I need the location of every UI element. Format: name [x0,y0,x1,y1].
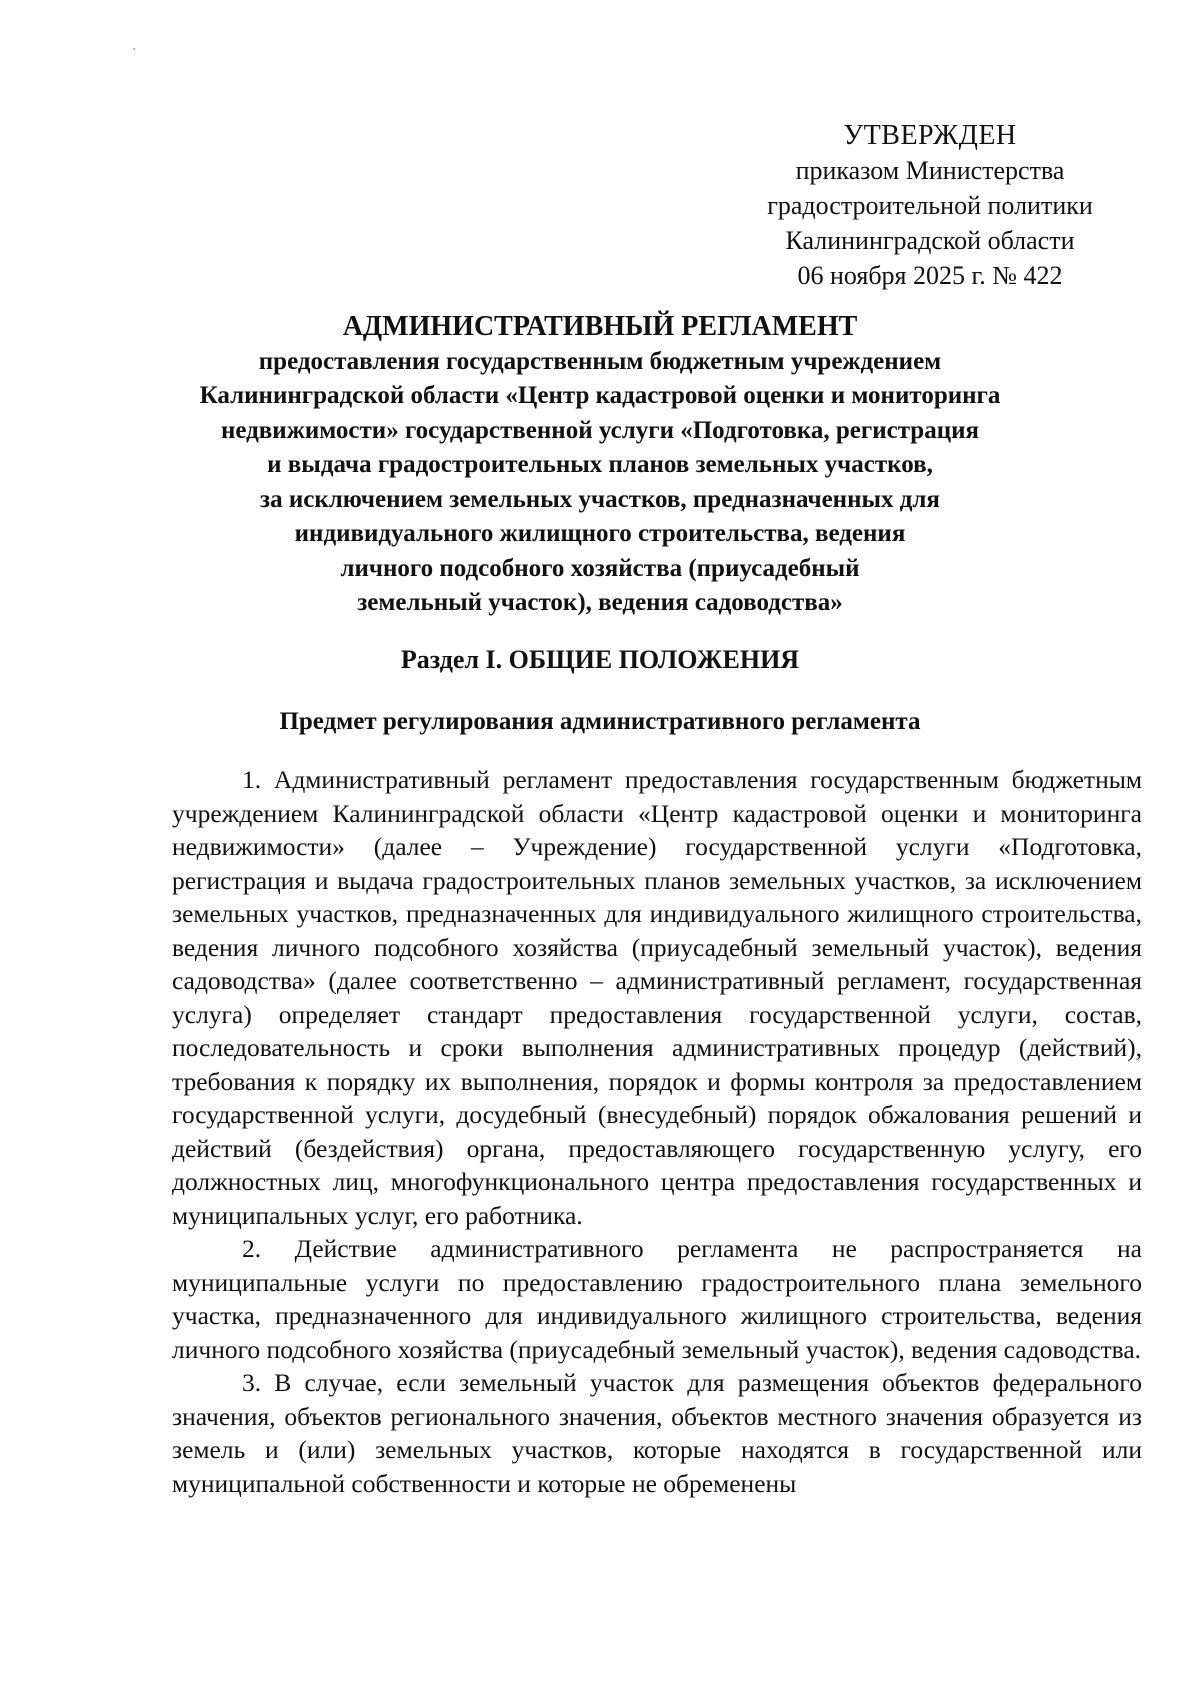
approval-line: Калининградской области [785,226,1075,255]
document-title [160,310,1040,621]
paragraph-3: 3. В случае, если земельный участок для размещения объектов федерального значения, объектов регионального значения, объектов местного значения образуется из земель и (или) земельных участков, которые находятся в государственной или муниципальной собственности и которые не обременены [172,1368,1142,1498]
paragraph-1: 1. Административный регламент предоставления государственным бюджетным учреждением Калининградской области «Центр кадастровой оценки и мониторинга недвижимости» (далее – Учреждение) государственной услуги «Подготовка, регистрация и выдача градостроительных планов земельных участков, за исключением земельных участков, предназначенных для индивидуального жилищного строительства, ведения личного подсобного хозяйства (приусадебный земельный участок), ведения садоводства» (далее соответственно – административный регламент, государственная услуга) определяет стандарт предоставления государственной услуги, состав, последовательность и сроки выполнения административных процедур (действий), требования к порядку их выполнения, порядок и формы контроля за предоставлением государственной услуги, досудебный (внесудебный) порядок обжалования решений и действий (бездействия) органа, предоставляющего государственную услугу, его должностных лиц, многофункционального центра предоставления государственных и муниципальных услуг, его работника. [172,765,1142,1230]
title-line: недвижимости» государственной услуги «Подготовка, регистрация [220,416,980,444]
title-line: земельный участок), ведения садоводства» [357,589,843,616]
section-heading: Раздел I. ОБЩИЕ ПОЛОЖЕНИЯ [400,645,800,674]
title-line: за исключением земельных участков, предназначенных для [260,485,940,513]
approval-date: 06 ноября 2025 г. № 422 [797,261,1063,290]
approval-line: градостроительной политики [767,191,1093,220]
approval-stamp-block [740,118,1120,293]
title-line: предоставления государственным бюджетным учреждением [258,347,942,375]
title-line: и выдача градостроительных планов земельных участков, [267,451,933,478]
approval-line: приказом Министерства [795,156,1065,185]
document-body [172,763,1142,1500]
approval-title: УТВЕРЖДЕН [843,120,1017,151]
title-line: личного подсобного хозяйства (приусадебный [340,554,860,582]
title-line: Калининградской области «Центр кадастровой оценки и мониторинга [199,382,1001,409]
title-main: АДМИНИСТРАТИВНЫЙ РЕГЛАМЕНТ [342,311,858,342]
scan-speck [133,48,135,50]
subject-heading: Предмет регулирования административного регламента [279,708,921,735]
title-line: индивидуального жилищного строительства, ведения [294,520,906,547]
paragraph-2: 2. Действие административного регламента не распространяется на муниципальные услуги по предоставлению градостроительного плана земельного участка, предназначенного для индивидуального жилищного строительства, ведения личного подсобного хозяйства (приусадебный земельный участок), ведения садоводства. [172,1234,1142,1364]
